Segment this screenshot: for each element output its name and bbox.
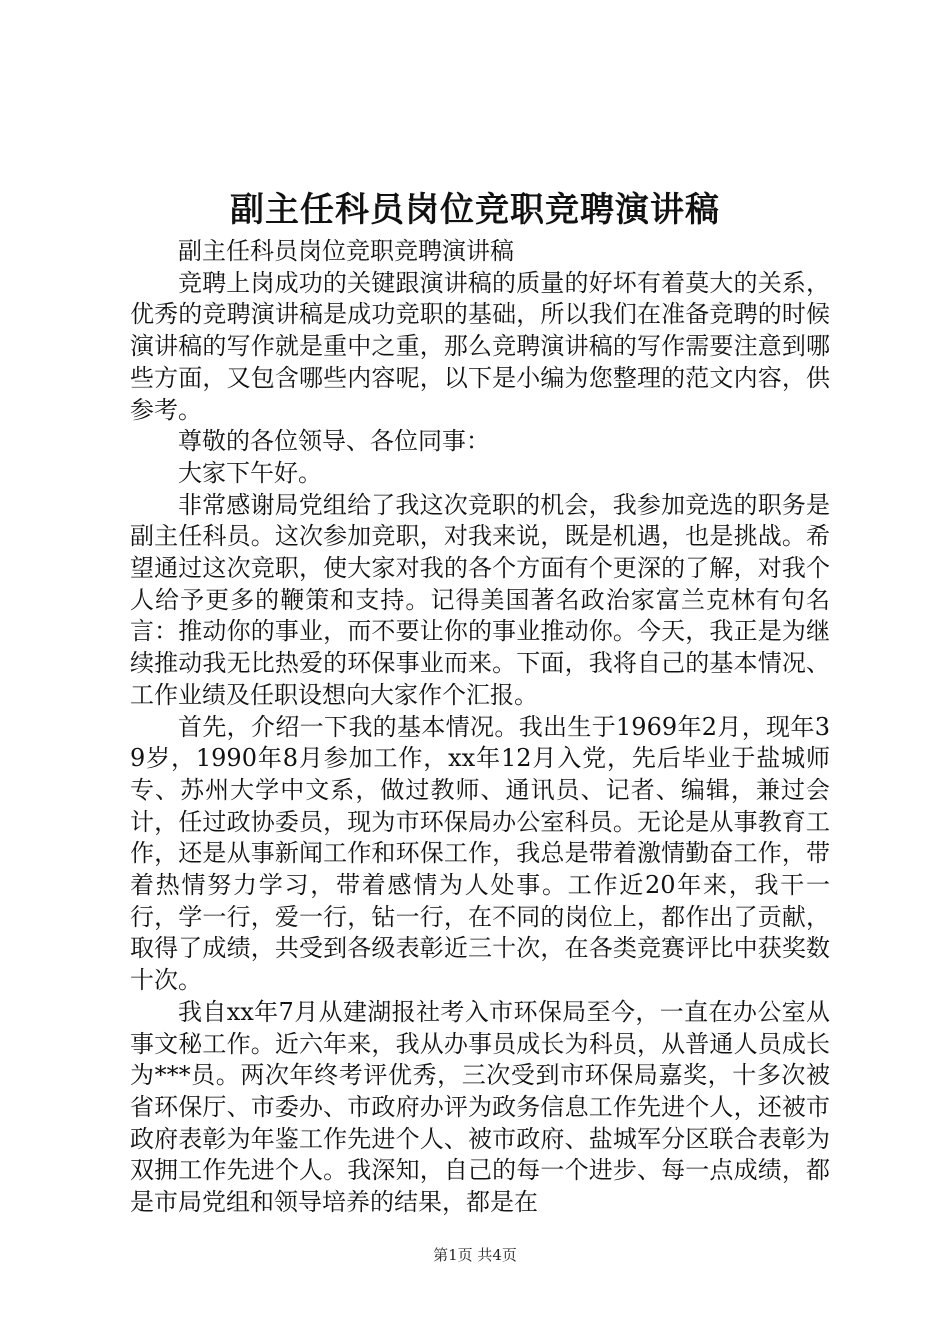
paragraph-work-history: 我自xx年7月从建湖报社考入市环保局至今，一直在办公室从事文秘工作。近六年来，我从办事员成长为科员，从普通人员成长为***员。两次年终考评优秀，三次受到市环保局嘉奖，十多次被省环保厅、市委办、市政府办评为政务信息工作先进个人，还被市政府表彰为年鉴工作先进个人、被市政府、盐城军分区联合表彰为双拥工作先进个人。我深知，自己的每一个进步、每一点成绩，都是市局党组和领导培养的结果，都是在 (130, 997, 830, 1217)
document-title: 副主任科员岗位竞职竞聘演讲稿 (230, 190, 720, 230)
paragraph-greeting: 大家下午好。 (178, 458, 322, 487)
paragraph-basic-info: 首先，介绍一下我的基本情况。我出生于1969年2月，现年39岁，1990年8月参加工作，xx年12月入党，先后毕业于盐城师专、苏州大学中文系，做过教师、通讯员、记者、编辑，兼过会计，任过政协委员，现为市环保局办公室科员。无论是从事教育工作，还是从事新闻工作和环保工作，我总是带着激情勤奋工作，带着热情努力学习，带着感情为人处事。工作近20年来，我干一行，学一行，爱一行，钻一行，在不同的岗位上，都作出了贡献，取得了成绩，共受到各级表彰近三十次，在各类竞赛评比中获奖数十次。 (130, 712, 830, 995)
paragraph-subtitle: 副主任科员岗位竞职竞聘演讲稿 (178, 237, 514, 265)
document-body (130, 236, 830, 1219)
paragraph-opening: 非常感谢局党组给了我这次竞职的机会，我参加竞选的职务是副主任科员。这次参加竞职，对我来说，既是机遇，也是挑战。希望通过这次竞职，使大家对我的各个方面有个更深的了解，对我个人给予更多的鞭策和支持。记得美国著名政治家富兰克林有句名言：推动你的事业，而不要让你的事业推动你。今天，我正是为继续推动我无比热爱的环保事业而来。下面，我将自己的基本情况、工作业绩及任职设想向大家作个汇报。 (130, 490, 830, 709)
paragraph-salutation: 尊敬的各位领导、各位同事： (178, 427, 490, 456)
paragraph-intro: 竞聘上岗成功的关键跟演讲稿的质量的好坏有着莫大的关系，优秀的竞聘演讲稿是成功竞职的基础，所以我们在准备竞聘的时候演讲稿的写作就是重中之重，那么竞聘演讲稿的写作需要注意到哪些方面，又包含哪些内容呢，以下是小编为您整理的范文内容，供参考。 (130, 268, 830, 424)
page-number-footer: 第1页 共4页 (433, 1246, 517, 1264)
